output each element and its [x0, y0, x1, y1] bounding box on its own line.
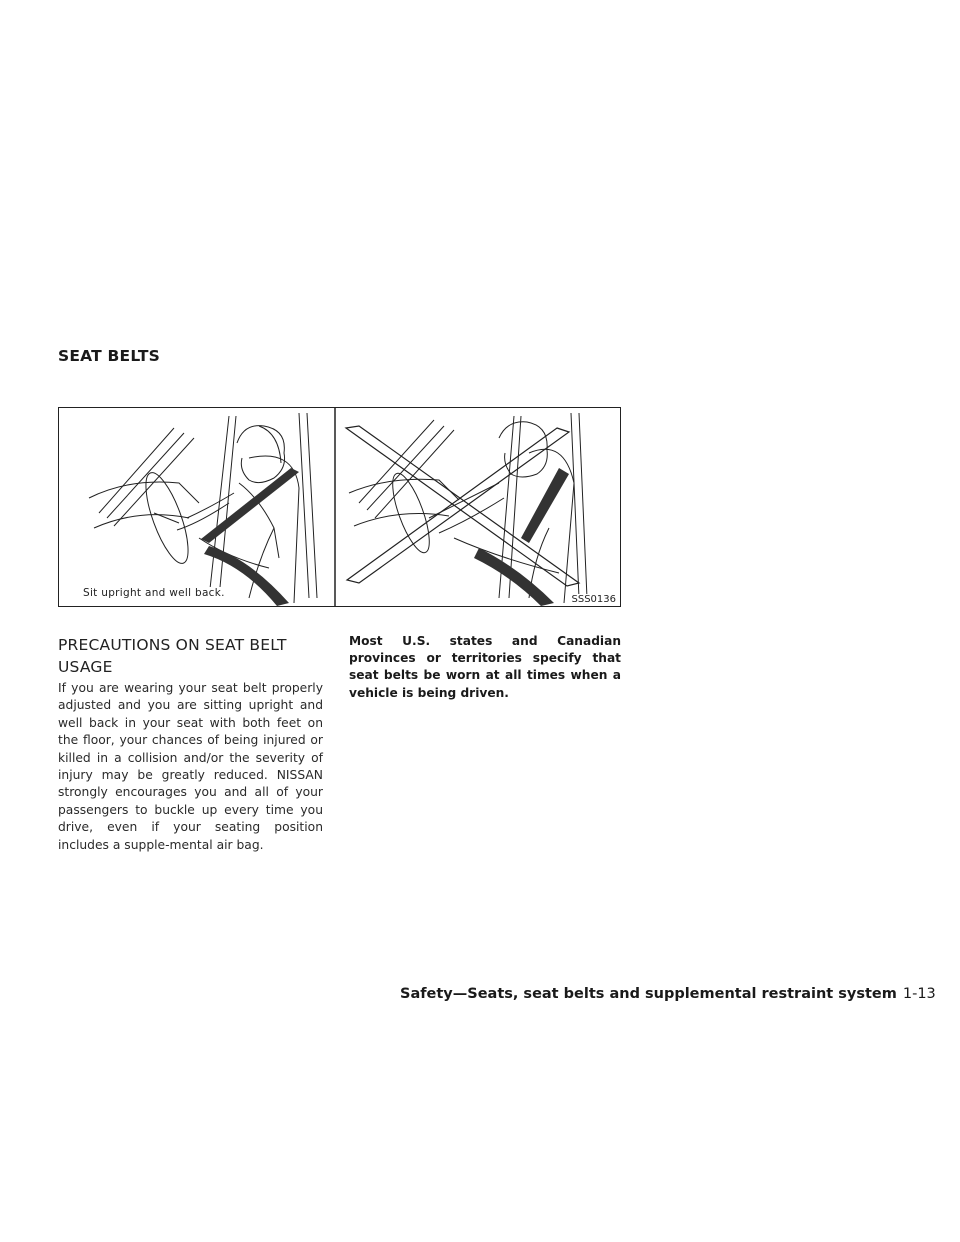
section-title: SEAT BELTS	[58, 347, 160, 365]
figure-caption: Sit upright and well back.	[83, 587, 225, 599]
illustration-artwork	[59, 408, 621, 607]
seat-belt-illustration	[58, 407, 621, 607]
body-paragraph: If you are wearing your seat belt properly adjusted and you are sitting upright and well back in your seat with both feet on the floor, your chances of being injured or killed in a collision and/or the severity of injury may be greatly reduced. NISSAN strongly encourages you and all of your passengers to buckle up every time you drive, even if your seating position includes a supple-mental air bag.	[58, 681, 323, 852]
warning-paragraph: Most U.S. states and Canadian provinces or territories specify that seat belts be worn at all times when a vehicle is being driven.	[349, 634, 621, 700]
page-footer	[400, 986, 936, 1002]
page-number: 1-13	[902, 986, 936, 1002]
subheading: PRECAUTIONS ON SEAT BELT USAGE	[58, 636, 287, 676]
figure-code: SSS0136	[571, 594, 616, 605]
footer-chapter-title: Safety—Seats, seat belts and supplemental restraint system	[400, 986, 897, 1002]
